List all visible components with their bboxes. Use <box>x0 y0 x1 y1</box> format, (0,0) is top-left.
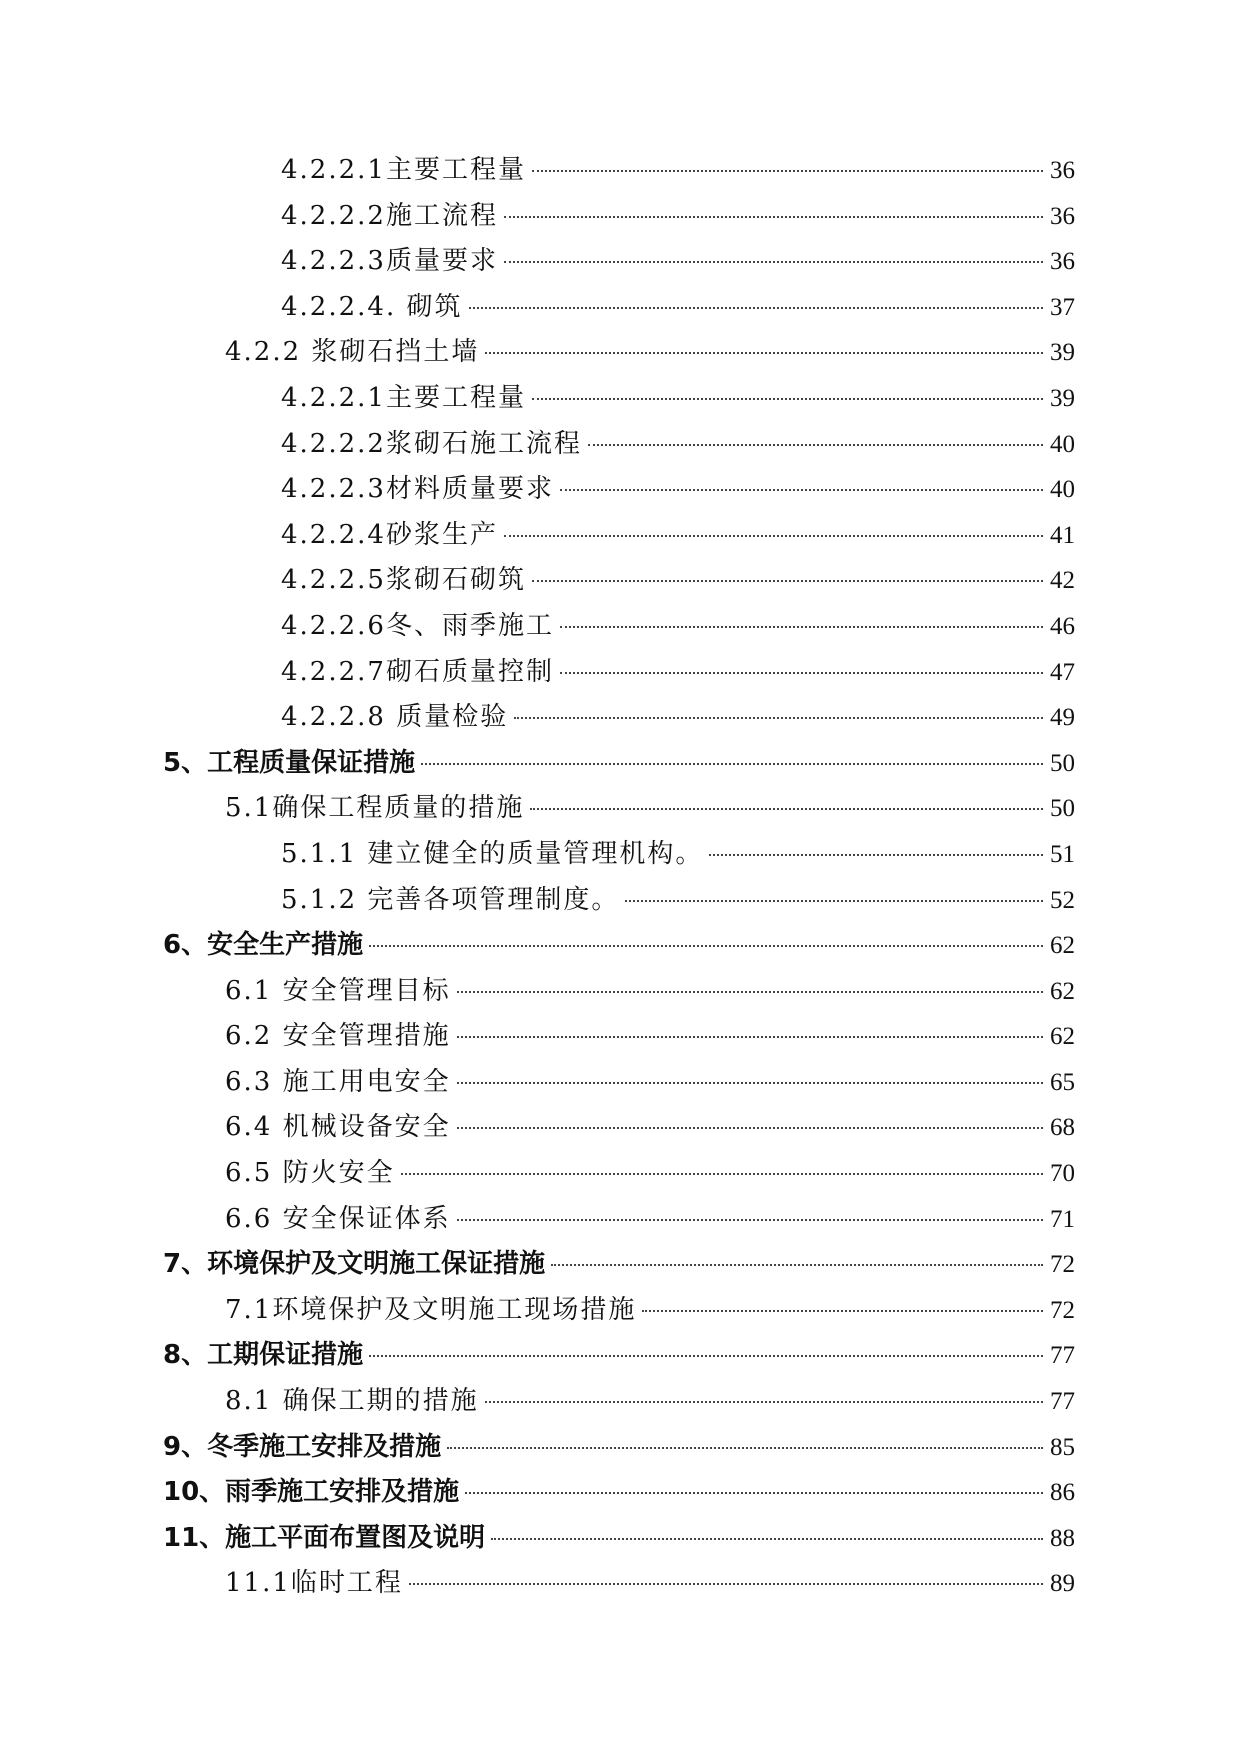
toc-entry[interactable] <box>163 741 1075 787</box>
toc-entry-page-number: 36 <box>1050 157 1075 184</box>
toc-entry-title: 7、环境保护及文明施工保证措施 <box>163 1249 546 1280</box>
toc-entry[interactable] <box>163 1060 1075 1106</box>
toc-entry-title: 4.2.2 浆砌石挡土墙 <box>225 337 480 368</box>
toc-entry[interactable] <box>163 1014 1075 1060</box>
toc-entry-page-number: 50 <box>1050 795 1075 823</box>
toc-entry[interactable] <box>163 422 1075 468</box>
toc-entry[interactable] <box>163 1425 1075 1471</box>
toc-leader-dots <box>485 1401 1043 1403</box>
toc-entry[interactable] <box>163 1288 1075 1334</box>
toc-entry[interactable] <box>163 832 1075 878</box>
toc-leader-dots <box>530 808 1043 810</box>
toc-entry[interactable] <box>163 558 1075 604</box>
toc-entry[interactable] <box>163 239 1075 285</box>
toc-entry-page-number: 62 <box>1050 932 1075 960</box>
toc-leader-dots <box>504 216 1043 218</box>
toc-entry[interactable] <box>163 1242 1075 1288</box>
toc-entry-title: 6.3 施工用电安全 <box>225 1066 451 1097</box>
toc-entry-title: 4.2.2.3质量要求 <box>281 246 498 277</box>
toc-leader-dots <box>485 352 1043 354</box>
toc-entry[interactable] <box>163 513 1075 559</box>
toc-entry[interactable] <box>163 969 1075 1015</box>
toc-entry[interactable] <box>163 786 1075 832</box>
toc-leader-dots <box>514 717 1043 719</box>
toc-entry-page-number: 86 <box>1050 1479 1075 1507</box>
toc-entry-title: 6.5 防火安全 <box>225 1158 395 1189</box>
toc-entry-title: 4.2.2.8 质量检验 <box>281 702 509 733</box>
toc-entry-page-number: 41 <box>1050 521 1075 549</box>
toc-entry-title: 5、工程质量保证措施 <box>163 747 416 778</box>
toc-entry-title: 4.2.2.1主要工程量 <box>281 155 526 185</box>
toc-entry-page-number: 85 <box>1050 1433 1075 1461</box>
toc-entry-page-number: 72 <box>1050 1251 1075 1279</box>
toc-entry-page-number: 88 <box>1050 1524 1075 1552</box>
toc-entry-title: 4.2.2.4. 砌筑 <box>281 291 463 322</box>
toc-entry-page-number: 68 <box>1050 1114 1075 1142</box>
toc-entry-title: 5.1确保工程质量的措施 <box>225 793 525 824</box>
toc-entry-page-number: 40 <box>1050 476 1075 504</box>
toc-leader-dots <box>709 854 1043 856</box>
toc-entry-page-number: 47 <box>1050 658 1075 686</box>
toc-entry-page-number: 89 <box>1050 1570 1075 1598</box>
toc-entry-page-number: 36 <box>1050 202 1075 230</box>
table-of-contents <box>163 148 1075 1607</box>
toc-entry-title: 5.1.1 建立健全的质量管理机构。 <box>281 838 704 869</box>
toc-entry[interactable] <box>163 1333 1075 1379</box>
toc-entry[interactable] <box>163 467 1075 513</box>
toc-leader-dots <box>560 626 1043 628</box>
toc-leader-dots <box>421 763 1043 765</box>
toc-entry-title: 4.2.2.2施工流程 <box>281 200 498 231</box>
toc-entry[interactable] <box>163 650 1075 696</box>
toc-leader-dots <box>457 1082 1043 1084</box>
toc-entry-title: 4.2.2.7砌石质量控制 <box>281 656 554 687</box>
toc-entry-title: 6.1 安全管理目标 <box>225 975 451 1006</box>
toc-entry-page-number: 52 <box>1050 886 1075 914</box>
toc-leader-dots <box>401 1173 1043 1175</box>
toc-entry-title: 4.2.2.5浆砌石砌筑 <box>281 565 526 596</box>
toc-entry-title: 11.1临时工程 <box>225 1568 403 1599</box>
toc-entry-page-number: 42 <box>1050 567 1075 595</box>
toc-entry-title: 4.2.2.3材料质量要求 <box>281 474 554 505</box>
toc-leader-dots <box>469 307 1044 309</box>
toc-entry-page-number: 37 <box>1050 293 1075 321</box>
toc-leader-dots <box>457 1036 1043 1038</box>
toc-entry-title: 5.1.2 完善各项管理制度。 <box>281 884 620 915</box>
toc-entry-title: 6.6 安全保证体系 <box>225 1203 451 1234</box>
toc-leader-dots <box>551 1264 1043 1266</box>
toc-entry-page-number: 72 <box>1050 1296 1075 1324</box>
toc-entry[interactable] <box>163 878 1075 924</box>
toc-entry-title: 8、工期保证措施 <box>163 1340 364 1371</box>
toc-entry-page-number: 77 <box>1050 1342 1075 1370</box>
toc-entry-title: 8.1 确保工期的措施 <box>225 1386 479 1417</box>
toc-leader-dots <box>532 580 1043 582</box>
toc-leader-dots <box>532 170 1043 172</box>
toc-entry-page-number: 62 <box>1050 1023 1075 1051</box>
toc-leader-dots <box>642 1310 1043 1312</box>
toc-entry[interactable] <box>163 695 1075 741</box>
toc-entry[interactable] <box>163 376 1075 422</box>
toc-leader-dots <box>504 261 1043 263</box>
toc-leader-dots <box>504 535 1043 537</box>
toc-entry[interactable] <box>163 1151 1075 1197</box>
toc-leader-dots <box>491 1538 1043 1540</box>
toc-entry-title: 4.2.2.4砂浆生产 <box>281 519 498 550</box>
toc-entry[interactable] <box>163 923 1075 969</box>
toc-leader-dots <box>409 1583 1043 1585</box>
toc-entry-page-number: 39 <box>1050 339 1075 367</box>
toc-entry[interactable] <box>163 148 1075 194</box>
toc-entry[interactable] <box>163 604 1075 650</box>
toc-entry-title: 7.1环境保护及文明施工现场措施 <box>225 1294 637 1325</box>
toc-leader-dots <box>447 1447 1043 1449</box>
toc-leader-dots <box>457 1219 1043 1221</box>
toc-entry-page-number: 46 <box>1050 612 1075 640</box>
toc-entry[interactable] <box>163 1105 1075 1151</box>
toc-leader-dots <box>465 1492 1043 1494</box>
toc-entry-title: 6、安全生产措施 <box>163 930 364 961</box>
toc-entry[interactable] <box>163 1516 1075 1562</box>
toc-entry-title: 9、冬季施工安排及措施 <box>163 1431 442 1462</box>
toc-entry-page-number: 40 <box>1050 430 1075 458</box>
toc-entry[interactable] <box>163 285 1075 331</box>
toc-entry-page-number: 36 <box>1050 248 1075 276</box>
toc-leader-dots <box>625 900 1043 902</box>
toc-entry[interactable] <box>163 1470 1075 1516</box>
toc-entry[interactable] <box>163 1197 1075 1243</box>
toc-entry-page-number: 39 <box>1050 384 1075 412</box>
toc-entry-page-number: 49 <box>1050 704 1075 732</box>
toc-leader-dots <box>560 672 1043 674</box>
toc-entry[interactable] <box>163 194 1075 240</box>
toc-entry-page-number: 77 <box>1050 1388 1075 1416</box>
toc-entry-title: 4.2.2.6冬、雨季施工 <box>281 610 554 641</box>
toc-leader-dots <box>588 444 1043 446</box>
toc-entry[interactable] <box>163 1561 1075 1607</box>
toc-leader-dots <box>457 1127 1043 1129</box>
toc-entry-page-number: 70 <box>1050 1160 1075 1188</box>
toc-leader-dots <box>457 991 1043 993</box>
toc-leader-dots <box>369 1355 1043 1357</box>
toc-leader-dots <box>532 398 1043 400</box>
toc-leader-dots <box>369 945 1043 947</box>
toc-entry-page-number: 62 <box>1050 977 1075 1005</box>
toc-entry-title: 10、雨季施工安排及措施 <box>163 1477 460 1508</box>
toc-entry-page-number: 51 <box>1050 840 1075 868</box>
toc-entry-title: 11、施工平面布置图及说明 <box>163 1522 486 1553</box>
toc-leader-dots <box>560 489 1043 491</box>
toc-entry-title: 4.2.2.1主要工程量 <box>281 382 526 413</box>
toc-entry-title: 6.4 机械设备安全 <box>225 1112 451 1143</box>
toc-entry[interactable] <box>163 330 1075 376</box>
toc-entry-page-number: 65 <box>1050 1068 1075 1096</box>
toc-entry[interactable] <box>163 1379 1075 1425</box>
toc-entry-page-number: 50 <box>1050 749 1075 777</box>
toc-entry-title: 6.2 安全管理措施 <box>225 1021 451 1052</box>
toc-entry-title: 4.2.2.2浆砌石施工流程 <box>281 428 582 459</box>
toc-entry-page-number: 71 <box>1050 1205 1075 1233</box>
